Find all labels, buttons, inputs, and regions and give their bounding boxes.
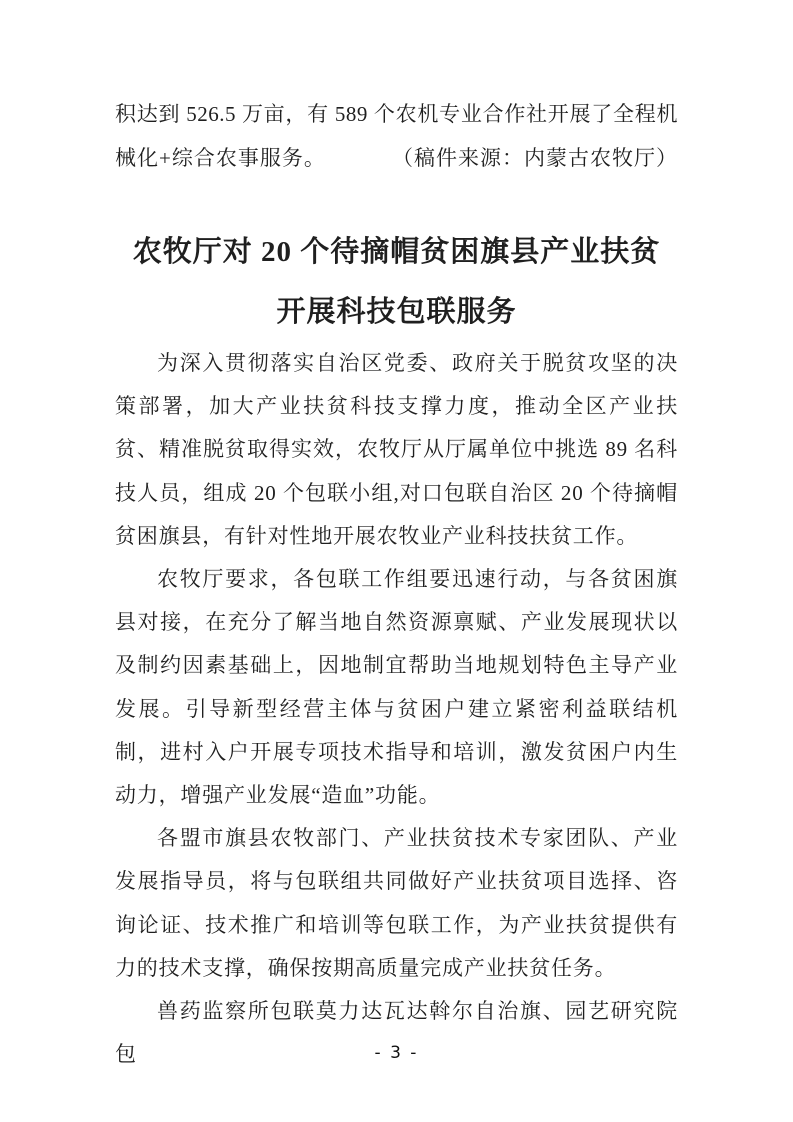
body-paragraph: 为深入贯彻落实自治区党委、政府关于脱贫攻坚的决策部署，加大产业扶贫科技支撑力度，推动全区产业扶贫、精准脱贫取得实效，农牧厅从厅属单位中挑选 89 名科技人员，组成 20 个包联小组,对口包联自治区 20 个待摘帽贫困旗县，有针对性地开展农牧业产业科技扶贫工作。 [115,351,678,548]
continuation-paragraph [115,92,678,180]
source-attribution: （稿件来源：内蒙古农牧厅） [392,146,678,170]
body-paragraph: 兽药监察所包联莫力达瓦达斡尔自治旗、园艺研究院包 [115,999,678,1067]
body-paragraph: 各盟市旗县农牧部门、产业扶贫技术专家团队、产业发展指导员，将与包联组共同做好产业扶贫项目选择、咨询论证、技术推广和培训等包联工作，为产业扶贫提供有力的技术支撑，确保按期高质量完成产业扶贫任务。 [115,826,678,980]
page-number: - 3 - [374,1043,419,1063]
continuation-line-2-text: 械化+综合农事服务。 [115,146,326,170]
continuation-line-1: 积达到 526.5 万亩，有 589 个农机专业合作社开展了全程机 [115,102,678,126]
article-title-line-2: 开展科技包联服务 [276,296,517,328]
article-body [115,342,678,1076]
continuation-line-2 [115,136,678,180]
article-title [115,222,678,342]
article-title-line-1: 农牧厅对 20 个待摘帽贫困旗县产业扶贫 [132,236,661,268]
body-paragraph: 农牧厅要求，各包联工作组要迅速行动，与各贫困旗县对接，在充分了解当地自然资源禀赋、产业发展现状以及制约因素基础上，因地制宜帮助当地规划特色主导产业发展。引导新型经营主体与贫困户建立紧密利益联结机制，进村入户开展专项技术指导和培训，激发贫困户内生动力，增强产业发展“造血”功能。 [115,567,678,808]
